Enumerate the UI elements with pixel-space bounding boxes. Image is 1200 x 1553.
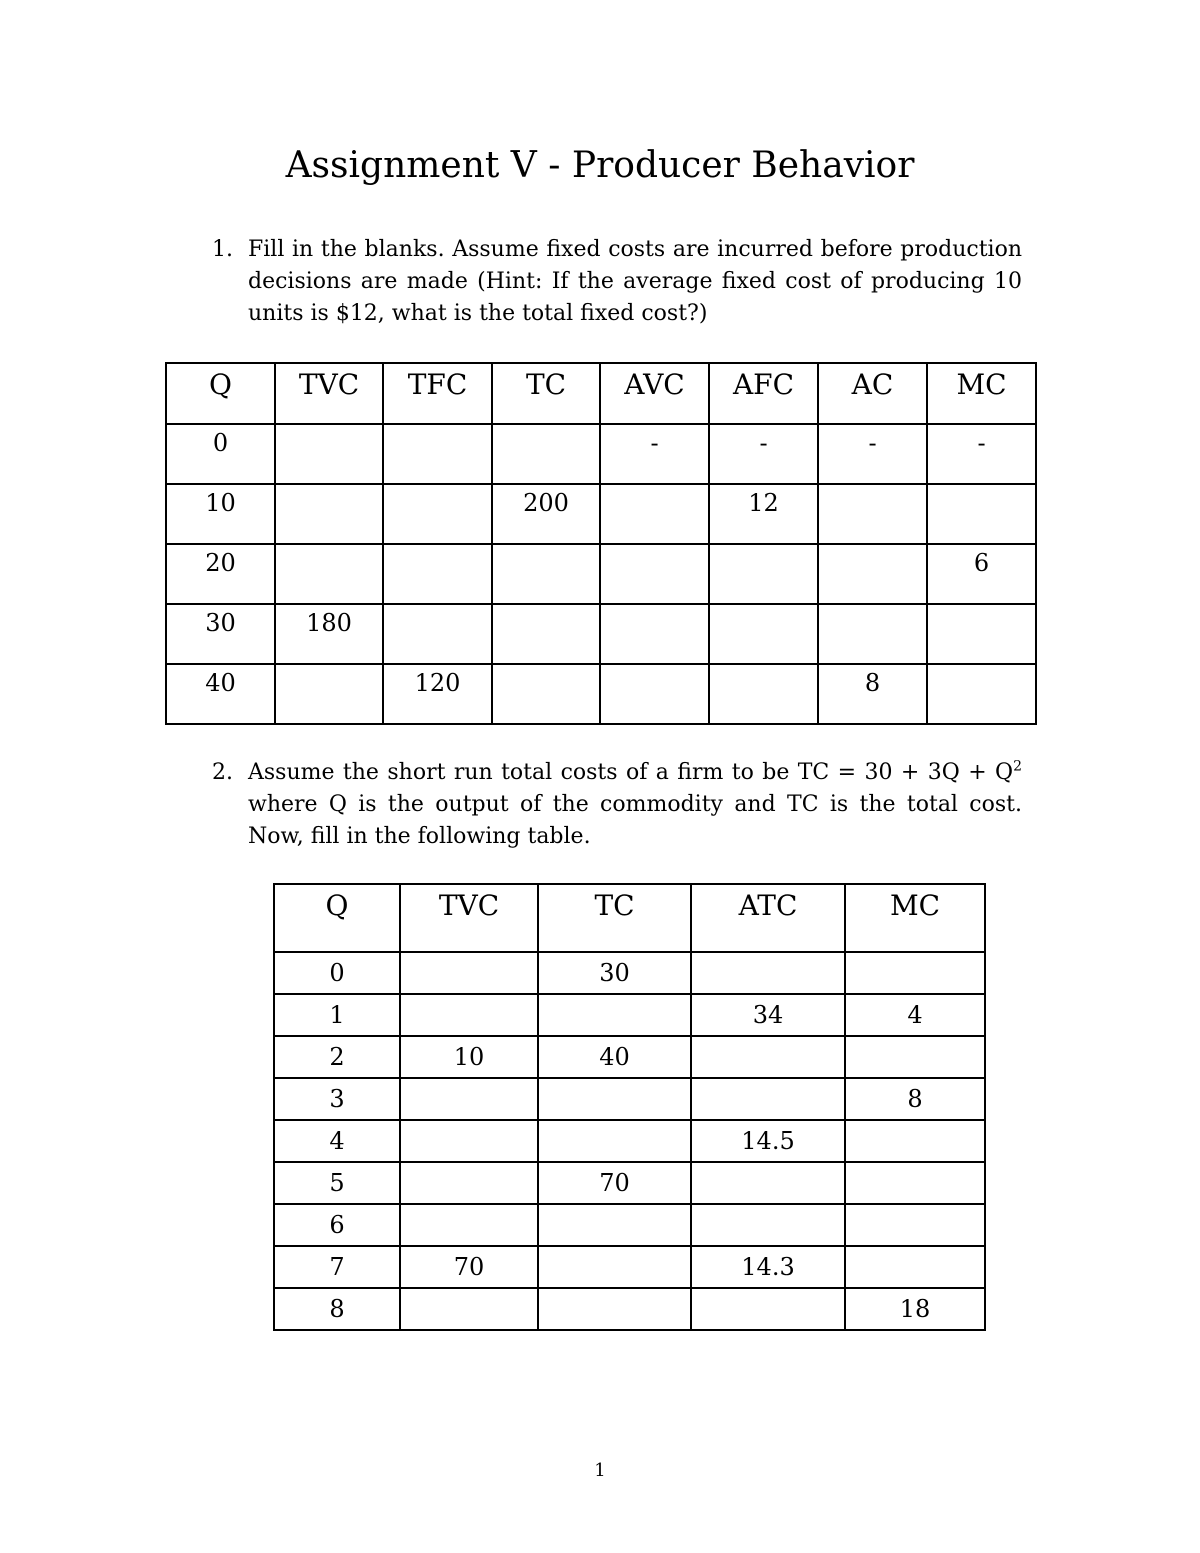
table-1-cell: 12: [709, 484, 818, 544]
table-row: [274, 994, 985, 1036]
table-1-cell: [600, 604, 709, 664]
table-2-cell: [538, 1246, 691, 1288]
table-row: [274, 1120, 985, 1162]
table-2-header-row: [274, 884, 985, 952]
table-2-cell: [691, 1036, 845, 1078]
table-row: [274, 952, 985, 994]
table-1-cell: 40: [166, 664, 275, 724]
table-1-header-avc: AVC: [600, 363, 709, 424]
table-1-header-mc: MC: [927, 363, 1036, 424]
table-1-cell: [600, 664, 709, 724]
table-1-header-tfc: TFC: [383, 363, 492, 424]
question-1: [212, 234, 1022, 330]
table-2-cell: [845, 952, 985, 994]
table-2-cell: [400, 1078, 538, 1120]
table-2-cell: 18: [845, 1288, 985, 1330]
table-1-cell: 30: [166, 604, 275, 664]
table-1-cell: 20: [166, 544, 275, 604]
table-1-cell: [492, 604, 600, 664]
question-2: [212, 757, 1022, 853]
table-2-cell: [400, 952, 538, 994]
table-2-cell: 14.5: [691, 1120, 845, 1162]
table-row: [166, 544, 1036, 604]
table-2-cell: [691, 1078, 845, 1120]
table-1-cell: -: [818, 424, 927, 484]
table-2-cell: [400, 994, 538, 1036]
table-1-header-tvc: TVC: [275, 363, 383, 424]
table-2-header-mc: MC: [845, 884, 985, 952]
question-1-text: Fill in the blanks. Assume fixed costs are incurred before production decisions are made (Hint: If the average fixed cost of producing 10 units is $12, what is the total fixed cost?): [248, 237, 1022, 326]
table-2-cell: 0: [274, 952, 400, 994]
table-2-cell: [538, 1288, 691, 1330]
table-1-cell: [275, 544, 383, 604]
table-2-cell: [538, 1078, 691, 1120]
question-2-text-part-2: where Q is the output of the commodity and TC is the total cost. Now, fill in the following table.: [248, 792, 1022, 849]
table-2-cell: 40: [538, 1036, 691, 1078]
table-1-cell: [709, 664, 818, 724]
table-2-cell: 6: [274, 1204, 400, 1246]
table-2-cell: [691, 1162, 845, 1204]
table-2-cell: [691, 1204, 845, 1246]
table-2-cell: 3: [274, 1078, 400, 1120]
table-2-cell: [400, 1288, 538, 1330]
table-2-cell: [691, 1288, 845, 1330]
table-1-cell: [383, 544, 492, 604]
page-number: 1: [594, 1460, 606, 1481]
table-1-cell: [600, 544, 709, 604]
table-2-header-q: Q: [274, 884, 400, 952]
table-2-cell: 70: [400, 1246, 538, 1288]
table-1-cell: 8: [818, 664, 927, 724]
table-row: [274, 1288, 985, 1330]
table-row: [166, 424, 1036, 484]
table-1-cell: 10: [166, 484, 275, 544]
table-row: [274, 1246, 985, 1288]
table-row: [274, 1162, 985, 1204]
table-2-cell: [400, 1120, 538, 1162]
table-2-cell: [400, 1162, 538, 1204]
question-2-number: 2.: [212, 760, 233, 785]
table-2-cell: 8: [274, 1288, 400, 1330]
table-2-cell: [538, 1204, 691, 1246]
table-1-cell: [600, 484, 709, 544]
table-2-cell: 34: [691, 994, 845, 1036]
table-2-cell: 10: [400, 1036, 538, 1078]
table-1-header-afc: AFC: [709, 363, 818, 424]
table-1-header-q: Q: [166, 363, 275, 424]
table-2-cell: [845, 1246, 985, 1288]
table-1-cell: [275, 424, 383, 484]
table-2-cell: 5: [274, 1162, 400, 1204]
question-2-text: [248, 757, 1022, 853]
table-1-cell: [818, 604, 927, 664]
table-1-cell: [383, 604, 492, 664]
table-2-header-atc: ATC: [691, 884, 845, 952]
table-2-header-tvc: TVC: [400, 884, 538, 952]
cost-table-2: [273, 883, 986, 1331]
table-2-cell: [400, 1204, 538, 1246]
table-1-cell: [927, 664, 1036, 724]
table-2-cell: [845, 1036, 985, 1078]
table-2-cell: [845, 1162, 985, 1204]
table-row: [166, 604, 1036, 664]
table-2-cell: 1: [274, 994, 400, 1036]
table-2-cell: [538, 1120, 691, 1162]
table-1-cell: [709, 604, 818, 664]
table-row: [274, 1078, 985, 1120]
table-2-cell: [691, 952, 845, 994]
table-1-cell: [709, 544, 818, 604]
table-2-cell: [845, 1204, 985, 1246]
table-1-cell: 120: [383, 664, 492, 724]
table-1-cell: [383, 424, 492, 484]
table-1-cell: [492, 544, 600, 604]
page-title: Assignment V - Producer Behavior: [285, 145, 915, 186]
table-row: [274, 1204, 985, 1246]
table-1-cell: [927, 484, 1036, 544]
table-row: [166, 484, 1036, 544]
table-1-cell: -: [927, 424, 1036, 484]
table-1-cell: [818, 544, 927, 604]
table-1-cell: [492, 424, 600, 484]
table-row: [166, 664, 1036, 724]
table-1-cell: -: [600, 424, 709, 484]
cost-table-1: [165, 362, 1037, 725]
table-2-cell: 14.3: [691, 1246, 845, 1288]
table-2-cell: 8: [845, 1078, 985, 1120]
table-2-cell: 4: [845, 994, 985, 1036]
table-2-cell: 30: [538, 952, 691, 994]
table-1-cell: 180: [275, 604, 383, 664]
question-1-number: 1.: [212, 237, 233, 262]
table-2-cell: [845, 1120, 985, 1162]
table-2-cell: 2: [274, 1036, 400, 1078]
table-2-cell: 4: [274, 1120, 400, 1162]
table-1-header-row: [166, 363, 1036, 424]
table-1-cell: [275, 484, 383, 544]
table-1-header-tc: TC: [492, 363, 600, 424]
table-1-cell: [927, 604, 1036, 664]
question-2-text-part-1: Assume the short run total costs of a firm to be TC = 30 + 3Q + Q: [248, 760, 1014, 785]
table-2-cell: [538, 994, 691, 1036]
table-2-cell: 70: [538, 1162, 691, 1204]
table-2-cell: 7: [274, 1246, 400, 1288]
table-1-cell: 200: [492, 484, 600, 544]
table-row: [274, 1036, 985, 1078]
table-1-cell: [818, 484, 927, 544]
table-1-cell: [383, 484, 492, 544]
table-2-header-tc: TC: [538, 884, 691, 952]
table-1-cell: [492, 664, 600, 724]
table-1-header-ac: AC: [818, 363, 927, 424]
table-1-cell: 6: [927, 544, 1036, 604]
table-1-cell: [275, 664, 383, 724]
question-2-exponent: 2: [1013, 758, 1022, 775]
table-1-cell: -: [709, 424, 818, 484]
table-1-cell: 0: [166, 424, 275, 484]
